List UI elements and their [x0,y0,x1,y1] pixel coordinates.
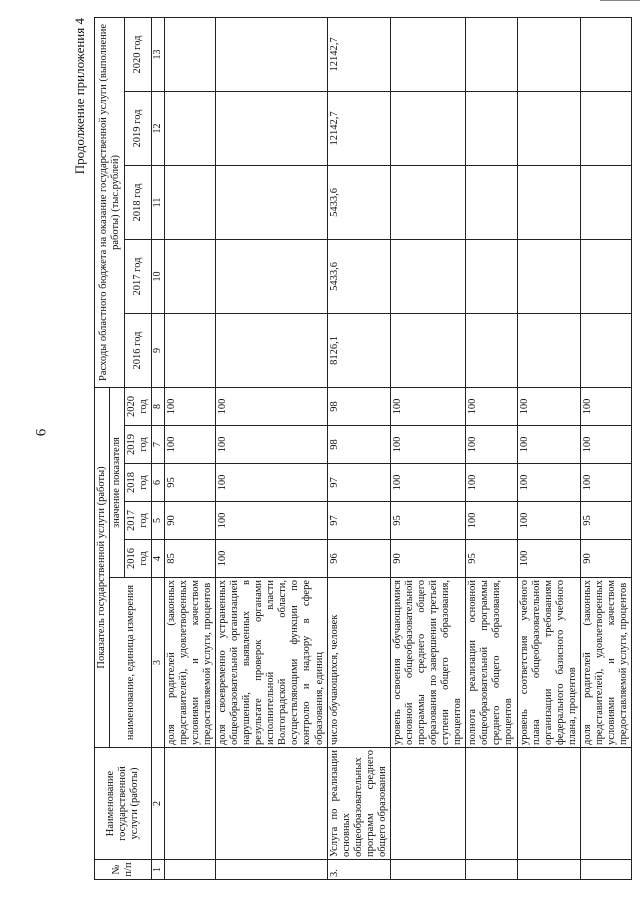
indicator-value: 90 [580,540,631,578]
table-row [327,17,390,879]
budget-value [164,165,215,239]
table-row [164,17,215,879]
appendix-heading: Продолжение приложения 4 [72,18,87,175]
table-row [517,17,580,879]
budget-year-header: 2018 год [125,165,152,239]
budget-value [580,239,631,313]
indicator-value: 97 [327,502,390,540]
row-number [390,860,465,880]
column-index: 13 [152,17,165,91]
budget-value [517,91,580,165]
year-header: 2017 год [125,502,152,540]
indicator-value: 100 [164,426,215,464]
header-row-1 [95,17,110,879]
indicator-value: 100 [466,502,517,540]
indicator-value: 100 [216,387,328,425]
indicator-value: 95 [580,502,631,540]
budget-value [164,313,215,387]
row-number: 3. [327,860,390,880]
budget-value [216,17,328,91]
table-row [216,17,328,879]
indicator-name: доля родителей (законных представителей), удовлетворенных условиями и качеством предоставляемой услуги, процентов [580,578,631,748]
indicator-value: 98 [327,387,390,425]
indicator-value: 100 [517,387,580,425]
column-index: 5 [152,502,165,540]
budget-value: 12142,7 [327,91,390,165]
budget-year-header: 2020 год [125,17,152,91]
table-row [580,17,631,879]
budget-value [216,91,328,165]
indicator-value: 98 [327,426,390,464]
budget-value: 8126,1 [327,313,390,387]
table-row [390,17,465,879]
budget-value [216,239,328,313]
budget-value [466,239,517,313]
indicator-value: 100 [466,426,517,464]
indicator-value: 100 [466,387,517,425]
indicator-value: 97 [327,464,390,502]
indicator-value: 90 [390,540,465,578]
indicator-value: 100 [216,502,328,540]
column-index: 3 [152,578,165,748]
service-name [517,748,580,860]
budget-value [517,17,580,91]
budget-year-header: 2019 год [125,91,152,165]
year-header: 2016 год [125,540,152,578]
budget-value [517,165,580,239]
budget-value [216,165,328,239]
row-number [517,860,580,880]
top-rule [600,0,640,1]
column-index: 9 [152,313,165,387]
header-indicator-values: значение показателя [110,387,125,577]
indicator-value: 100 [580,387,631,425]
column-index: 6 [152,464,165,502]
indicator-value: 100 [216,426,328,464]
budget-value: 12142,7 [327,17,390,91]
budget-value [466,313,517,387]
column-index: 8 [152,387,165,425]
indicator-value: 100 [517,464,580,502]
service-name: Услуга по реализации основных общеобразовательных программ среднего общего образования [327,748,390,860]
service-name [390,748,465,860]
indicator-name: уровень соответствия учебного плана общеобразовательной организации требованиям федерального базисного учебного плана, процентов [517,578,580,748]
column-index: 4 [152,540,165,578]
page-number: 6 [33,428,50,437]
budget-year-header: 2016 год [125,313,152,387]
header-budget-group: Расходы областного бюджета на оказание государственной услуги (выполнение работы) (тыс.рублей) [95,17,125,387]
budget-value [390,239,465,313]
row-number [580,860,631,880]
budget-value [580,313,631,387]
budget-value [517,239,580,313]
table-row [466,17,517,879]
year-header: 2018 год [125,464,152,502]
budget-value [580,17,631,91]
indicator-value: 96 [327,540,390,578]
budget-value [580,165,631,239]
indicator-name: доля своевременно устраненных общеобразовательной организацией нарушений, выявленных в результате проверок органами исполнительной власти Волгоградской области, осуществляющими функции по контролю и надзору в сфере образования, единиц [216,578,328,748]
indicator-value: 95 [466,540,517,578]
budget-value [390,17,465,91]
indicator-value: 100 [580,464,631,502]
budget-value: 5433,6 [327,165,390,239]
column-index: 7 [152,426,165,464]
budget-value [164,239,215,313]
budget-value [517,313,580,387]
service-name [164,748,215,860]
indicator-value: 95 [164,464,215,502]
indicator-value: 100 [216,540,328,578]
service-name [216,748,328,860]
header-service: Наименование государственной услуги (работы) [95,748,152,860]
rotated-page [70,10,629,880]
budget-year-header: 2017 год [125,239,152,313]
indicator-value: 100 [164,387,215,425]
service-name [466,748,517,860]
header-no: № п/п [95,860,152,880]
indicator-value: 100 [466,464,517,502]
indicator-value: 100 [517,426,580,464]
indicator-name: число обучающихся, человек [327,578,390,748]
indicator-value: 100 [390,426,465,464]
budget-value [466,165,517,239]
column-index: 2 [152,748,165,860]
service-name [580,748,631,860]
indicator-value: 100 [216,464,328,502]
budget-value [216,313,328,387]
budget-value [466,91,517,165]
column-index: 11 [152,165,165,239]
column-index-row [152,17,165,879]
budget-value [164,91,215,165]
year-header: 2020 год [125,387,152,425]
column-index: 1 [152,860,165,880]
budget-value [580,91,631,165]
column-index: 12 [152,91,165,165]
indicator-value: 85 [164,540,215,578]
header-indicator-name: наименование, единица измерения [110,578,152,748]
indicator-name: уровень освоения обучающимися основной общеобразовательной программы среднего общего образования по завершении третьей ступени общего образования, процентов [390,578,465,748]
indicator-value: 100 [580,426,631,464]
budget-value: 5433,6 [327,239,390,313]
indicator-value: 100 [390,464,465,502]
budget-value [390,165,465,239]
indicator-name: полнота реализации основной общеобразовательной программы среднего общего образования, процентов [466,578,517,748]
budget-value [164,17,215,91]
year-header: 2019 год [125,426,152,464]
indicator-value: 100 [517,502,580,540]
row-number [466,860,517,880]
indicator-value: 95 [390,502,465,540]
indicator-value: 90 [164,502,215,540]
budget-value [466,17,517,91]
budget-table [94,17,632,880]
indicator-name: доля родителей (законных представителей), удовлетворенных условиями и качеством предоставляемой услуги, процентов [164,578,215,748]
header-indicator-group: Показатель государственной услуги (работы) [95,387,110,747]
budget-value [390,91,465,165]
indicator-value: 100 [517,540,580,578]
column-index: 10 [152,239,165,313]
row-number [164,860,215,880]
row-number [216,860,328,880]
budget-value [390,313,465,387]
indicator-value: 100 [390,387,465,425]
